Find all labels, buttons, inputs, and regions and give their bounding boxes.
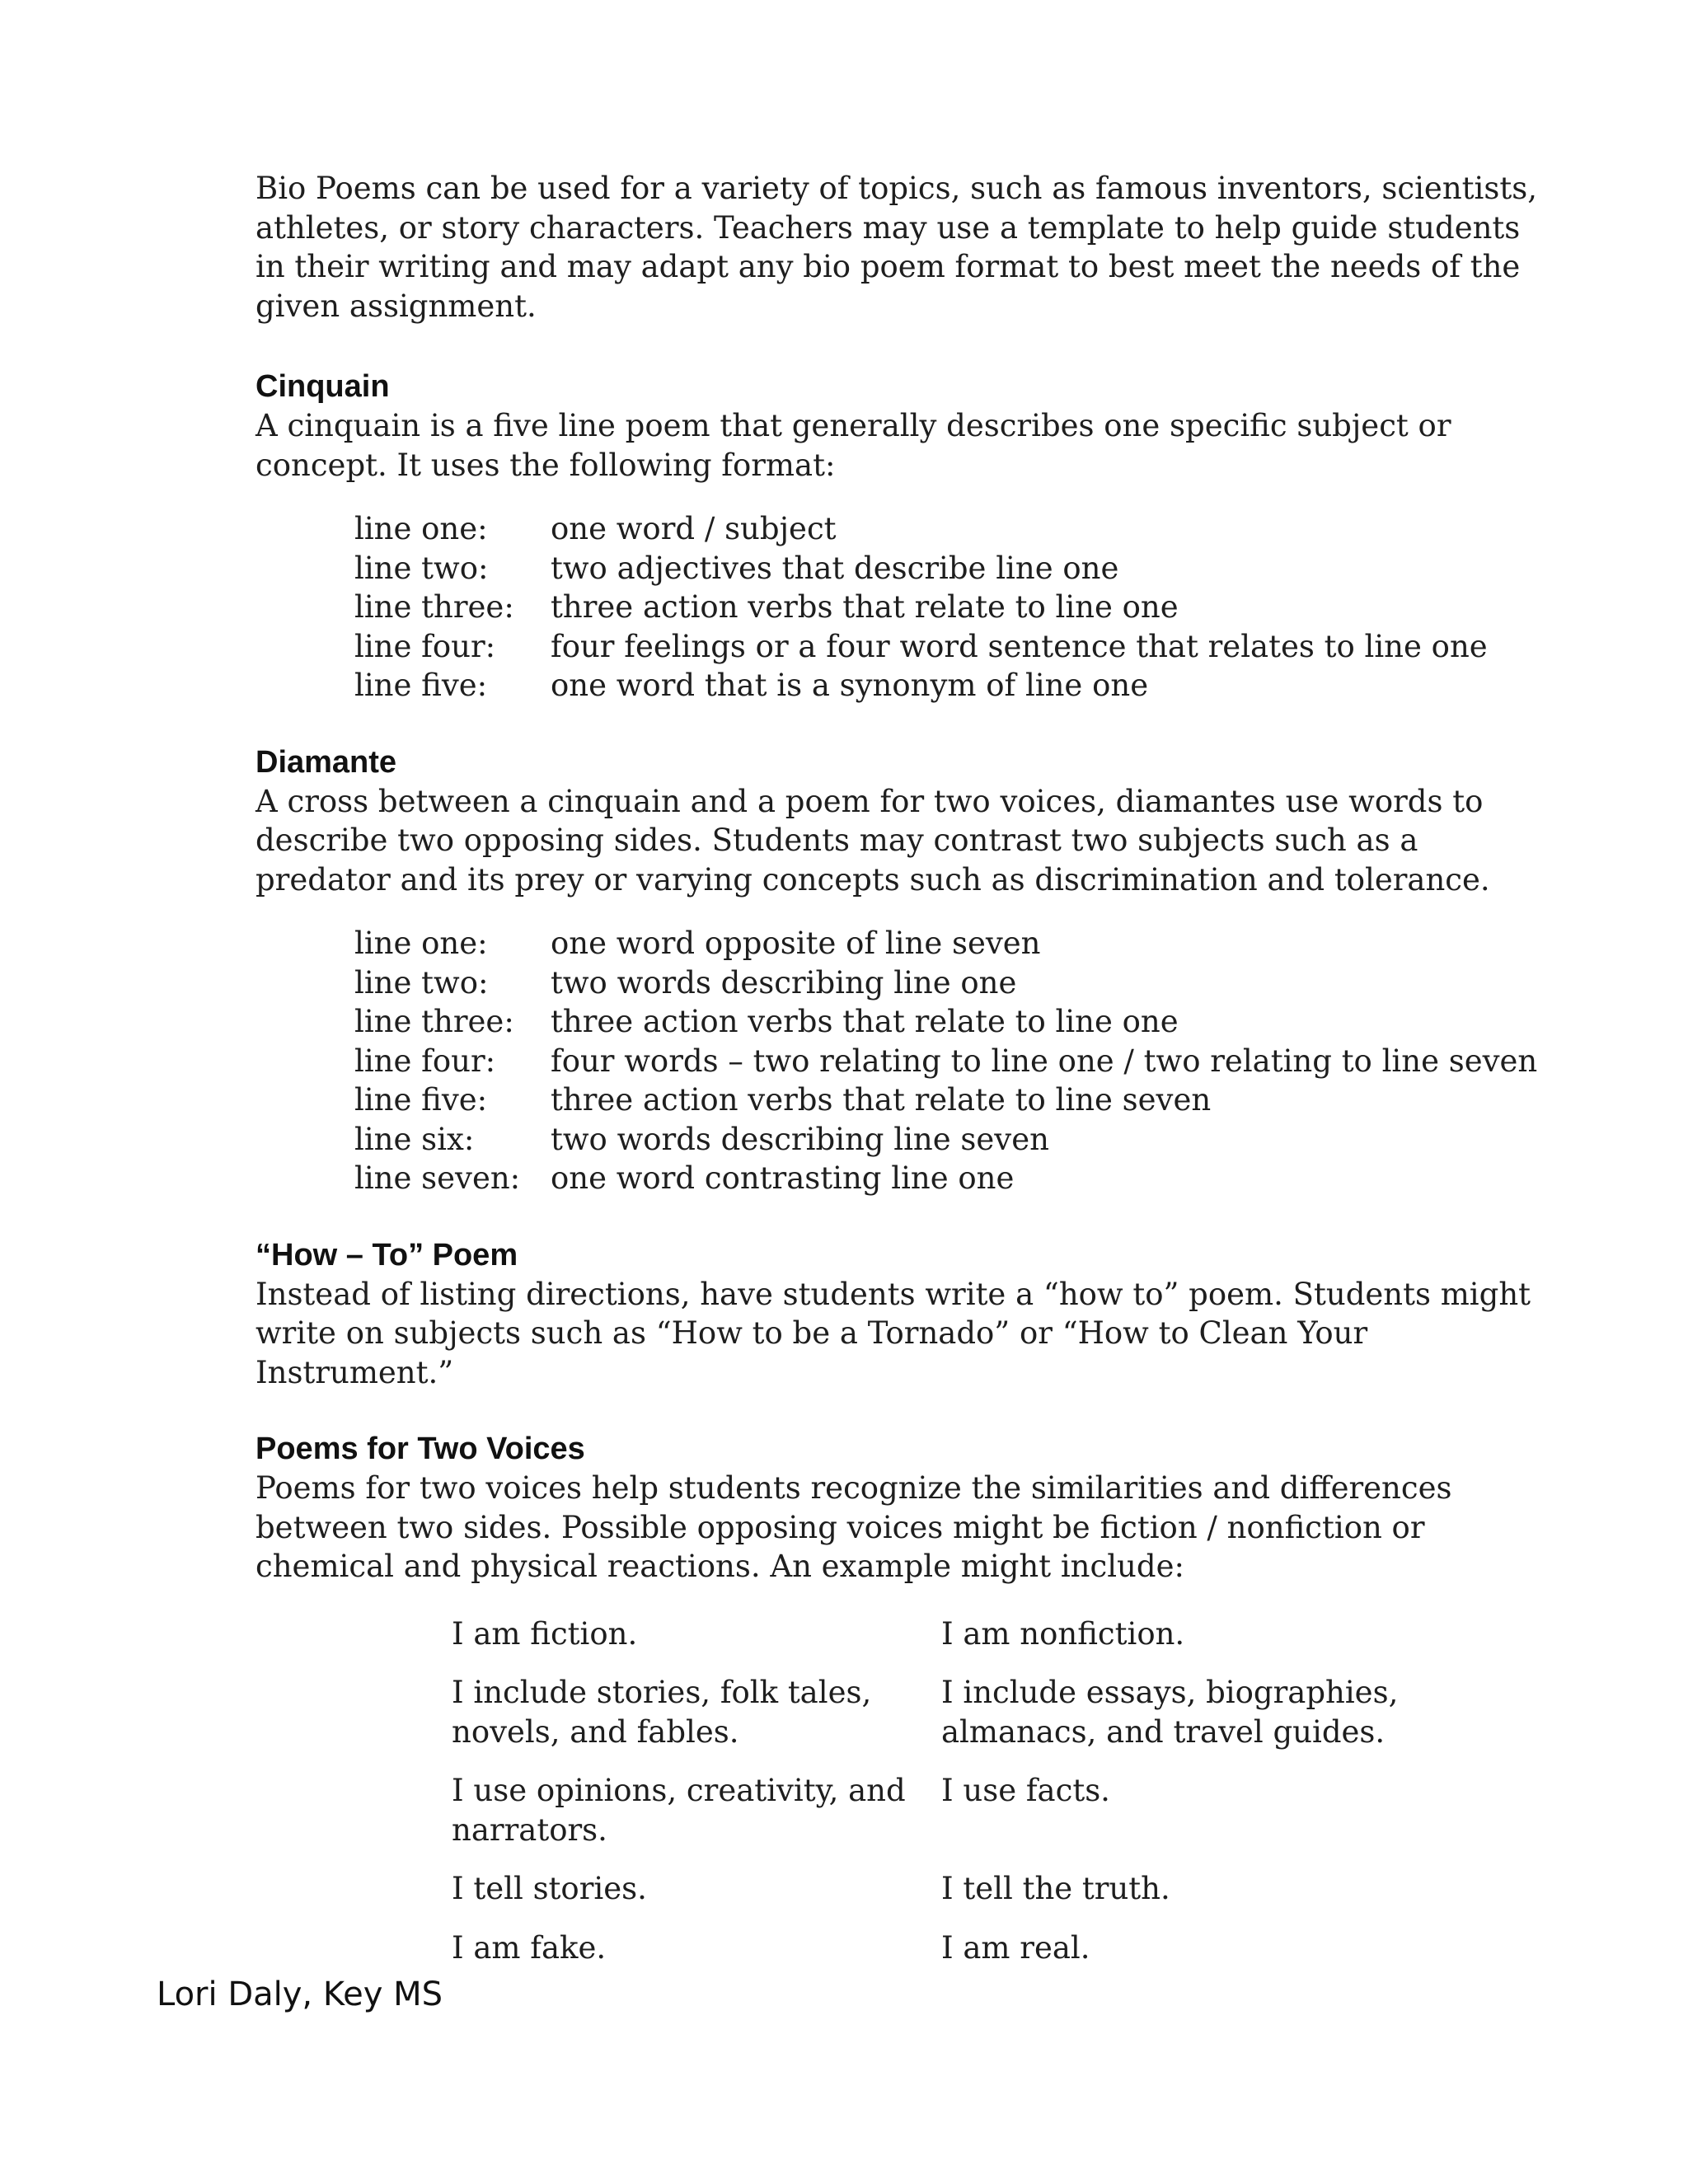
voice-left: I use opinions, creativity, and narrators. bbox=[452, 1773, 906, 1848]
format-line-label: line one: bbox=[354, 511, 488, 546]
format-line-label: line one: bbox=[354, 926, 488, 961]
format-line-label: line six: bbox=[354, 1121, 475, 1157]
format-line-label: line two: bbox=[354, 964, 489, 1001]
voice-left: I include stories, folk tales, novels, and fables. bbox=[452, 1675, 872, 1750]
footer-author: Lori Daly, Key MS bbox=[157, 1975, 443, 2013]
cinquain-format-list bbox=[354, 509, 1541, 705]
voice-right: I am nonfiction. bbox=[941, 1615, 1185, 1652]
how-to-description: Instead of listing directions, have students write a “how to” poem. Students might write on subjects such as “How to be a Tornado” or “How to Clean Your Instrument.” bbox=[256, 1276, 1531, 1390]
format-row bbox=[354, 963, 1541, 1003]
format-line-label: line two: bbox=[354, 550, 489, 586]
voice-right: I tell the truth. bbox=[941, 1871, 1170, 1906]
format-line-text: two adjectives that describe line one bbox=[551, 550, 1119, 586]
format-row bbox=[354, 1080, 1541, 1120]
format-line-label: line three: bbox=[354, 1004, 514, 1039]
how-to-heading: “How – To” Poem bbox=[256, 1237, 518, 1272]
format-line-label: line four: bbox=[354, 628, 496, 664]
format-line-text: four words – two relating to line one / two relating to line seven bbox=[551, 1043, 1538, 1079]
cinquain-description: A cinquain is a five line poem that generally describes one specific subject or concept. It uses the following format: bbox=[256, 408, 1451, 483]
format-row bbox=[354, 666, 1541, 705]
format-line-text: three action verbs that relate to line seven bbox=[551, 1082, 1212, 1118]
format-row bbox=[354, 1042, 1541, 1081]
voice-right: I am real. bbox=[941, 1929, 1090, 1966]
format-row bbox=[354, 924, 1541, 963]
diamante-format-list bbox=[354, 924, 1541, 1198]
format-line-text: one word opposite of line seven bbox=[551, 926, 1041, 961]
format-row bbox=[354, 1120, 1541, 1160]
two-voices-example bbox=[452, 1615, 1424, 1968]
intro-paragraph: Bio Poems can be used for a variety of topics, such as famous inventors, scientists, athletes, or story characters. Teachers may use a template to help guide students in their writing and may adapt any bio poem format to best meet the needs of the given assignment. bbox=[256, 171, 1537, 324]
format-line-text: two words describing line seven bbox=[551, 1121, 1049, 1157]
format-line-label: line four: bbox=[354, 1043, 496, 1079]
voice-right: I include essays, biographies, almanacs, and travel guides. bbox=[941, 1675, 1399, 1750]
format-line-text: two words describing line one bbox=[551, 964, 1017, 1001]
format-line-label: line seven: bbox=[354, 1160, 521, 1196]
format-line-text: four feelings or a four word sentence that relates to line one bbox=[551, 628, 1488, 664]
cinquain-heading: Cinquain bbox=[256, 369, 390, 404]
format-line-text: one word contrasting line one bbox=[551, 1160, 1015, 1196]
two-voices-description: Poems for two voices help students recognize the similarities and differences between two sides. Possible opposing voices might be fiction / nonfiction or chemical and physical reactions. An example might include: bbox=[256, 1470, 1452, 1584]
voices-row bbox=[452, 1673, 1424, 1751]
format-line-label: line five: bbox=[354, 1082, 488, 1118]
format-line-text: one word that is a synonym of line one bbox=[551, 668, 1149, 703]
format-row bbox=[354, 1159, 1541, 1198]
format-line-label: line three: bbox=[354, 589, 514, 625]
voice-left: I am fake. bbox=[452, 1929, 607, 1966]
document-page bbox=[256, 169, 1541, 1987]
format-line-text: three action verbs that relate to line one bbox=[551, 589, 1179, 625]
format-line-text: three action verbs that relate to line one bbox=[551, 1004, 1179, 1039]
voice-left: I am fiction. bbox=[452, 1615, 638, 1652]
two-voices-heading: Poems for Two Voices bbox=[256, 1432, 585, 1466]
voices-row bbox=[452, 1771, 1424, 1849]
voices-row bbox=[452, 1615, 1424, 1654]
format-row bbox=[354, 627, 1541, 667]
voices-row bbox=[452, 1929, 1424, 1968]
format-row bbox=[354, 588, 1541, 627]
format-line-label: line five: bbox=[354, 668, 488, 703]
format-row bbox=[354, 509, 1541, 549]
format-row bbox=[354, 549, 1541, 588]
voices-row bbox=[452, 1869, 1424, 1909]
format-row bbox=[354, 1002, 1541, 1042]
format-line-text: one word / subject bbox=[551, 511, 837, 546]
voice-right: I use facts. bbox=[941, 1773, 1110, 1808]
diamante-description: A cross between a cinquain and a poem for two voices, diamantes use words to describe two opposing sides. Students may contrast two subjects such as a predator and its prey or varying concepts such as discrimination and tolerance. bbox=[256, 783, 1490, 898]
diamante-heading: Diamante bbox=[256, 744, 397, 780]
voice-left: I tell stories. bbox=[452, 1871, 647, 1906]
